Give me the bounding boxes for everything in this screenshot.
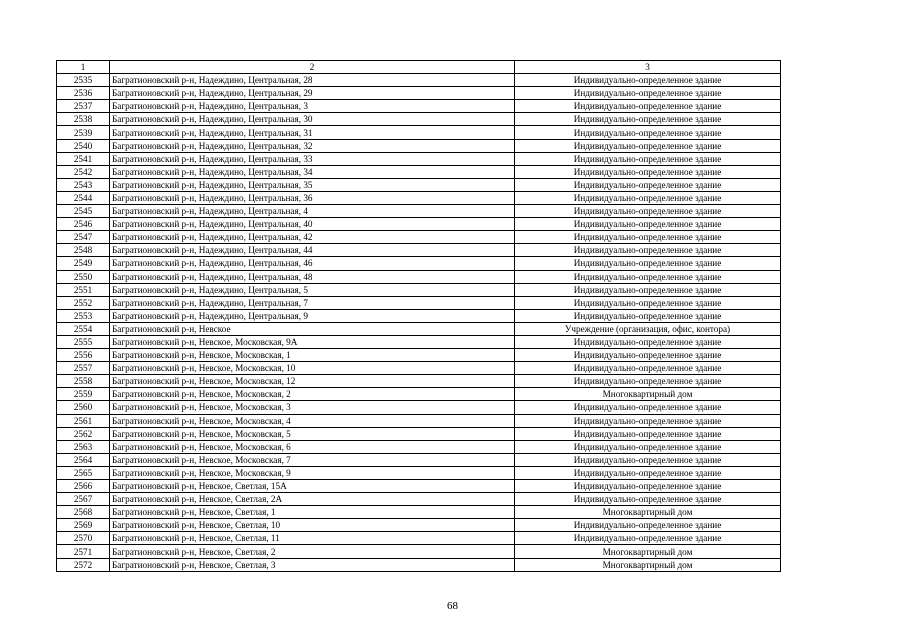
row-address-cell: Багратионовский р-н, Невское, Светлая, 1	[110, 506, 515, 519]
row-object-type-cell: Индивидуально-определенное здание	[515, 480, 781, 493]
row-number-cell: 2569	[57, 519, 110, 532]
table-row	[57, 440, 781, 453]
row-number-cell: 2545	[57, 205, 110, 218]
row-address-cell: Багратионовский р-н, Надеждино, Центральная, 28	[110, 74, 515, 87]
row-object-type-cell: Индивидуально-определенное здание	[515, 87, 781, 100]
row-address-cell: Багратионовский р-н, Надеждино, Центральная, 5	[110, 283, 515, 296]
row-number-cell: 2562	[57, 427, 110, 440]
row-object-type-cell: Индивидуально-определенное здание	[515, 401, 781, 414]
row-address-cell: Багратионовский р-н, Надеждино, Центральная, 31	[110, 126, 515, 139]
table-row	[57, 309, 781, 322]
row-object-type-cell: Индивидуально-определенное здание	[515, 113, 781, 126]
row-number-cell: 2539	[57, 126, 110, 139]
row-object-type-cell: Индивидуально-определенное здание	[515, 440, 781, 453]
row-address-cell: Багратионовский р-н, Надеждино, Центральная, 36	[110, 191, 515, 204]
row-number-cell: 2559	[57, 388, 110, 401]
page-number: 68	[447, 600, 458, 612]
row-address-cell: Багратионовский р-н, Невское, Светлая, 3	[110, 558, 515, 571]
row-object-type-cell: Индивидуально-определенное здание	[515, 126, 781, 139]
row-number-cell: 2542	[57, 165, 110, 178]
row-object-type-cell: Многоквартирный дом	[515, 506, 781, 519]
row-address-cell: Багратионовский р-н, Надеждино, Центральная, 40	[110, 218, 515, 231]
row-address-cell: Багратионовский р-н, Невское, Светлая, 10	[110, 519, 515, 532]
row-object-type-cell: Многоквартирный дом	[515, 388, 781, 401]
row-object-type-cell: Многоквартирный дом	[515, 545, 781, 558]
table-row	[57, 178, 781, 191]
row-address-cell: Багратионовский р-н, Надеждино, Центральная, 35	[110, 178, 515, 191]
table-row	[57, 231, 781, 244]
table-row	[57, 414, 781, 427]
row-number-cell: 2549	[57, 257, 110, 270]
row-address-cell: Багратионовский р-н, Невское, Московская, 4	[110, 414, 515, 427]
table-row	[57, 545, 781, 558]
row-number-cell: 2566	[57, 480, 110, 493]
row-address-cell: Багратионовский р-н, Невское, Московская, 5	[110, 427, 515, 440]
table-row	[57, 152, 781, 165]
row-number-cell: 2546	[57, 218, 110, 231]
table-row	[57, 191, 781, 204]
row-address-cell: Багратионовский р-н, Надеждино, Центральная, 44	[110, 244, 515, 257]
row-address-cell: Багратионовский р-н, Надеждино, Центральная, 48	[110, 270, 515, 283]
row-address-cell: Багратионовский р-н, Невское, Московская, 12	[110, 375, 515, 388]
table-row	[57, 126, 781, 139]
table-row	[57, 362, 781, 375]
row-number-cell: 2551	[57, 283, 110, 296]
table-row	[57, 257, 781, 270]
row-object-type-cell: Индивидуально-определенное здание	[515, 165, 781, 178]
row-address-cell: Багратионовский р-н, Надеждино, Центральная, 30	[110, 113, 515, 126]
row-object-type-cell: Индивидуально-определенное здание	[515, 178, 781, 191]
row-address-cell: Багратионовский р-н, Невское, Московская, 7	[110, 453, 515, 466]
row-number-cell: 2554	[57, 322, 110, 335]
row-object-type-cell: Индивидуально-определенное здание	[515, 309, 781, 322]
table-row	[57, 375, 781, 388]
row-address-cell: Багратионовский р-н, Невское, Светлая, 11	[110, 532, 515, 545]
row-object-type-cell: Индивидуально-определенное здание	[515, 257, 781, 270]
row-object-type-cell: Индивидуально-определенное здание	[515, 139, 781, 152]
row-number-cell: 2568	[57, 506, 110, 519]
table-row	[57, 349, 781, 362]
row-number-cell: 2535	[57, 74, 110, 87]
row-number-cell: 2555	[57, 335, 110, 348]
row-number-cell: 2556	[57, 349, 110, 362]
row-number-cell: 2565	[57, 466, 110, 479]
row-address-cell: Багратионовский р-н, Невское, Московская, 3	[110, 401, 515, 414]
row-object-type-cell: Индивидуально-определенное здание	[515, 74, 781, 87]
row-number-cell: 2540	[57, 139, 110, 152]
row-number-cell: 2544	[57, 191, 110, 204]
row-number-cell: 2543	[57, 178, 110, 191]
table-row	[57, 493, 781, 506]
row-address-cell: Багратионовский р-н, Невское, Московская, 2	[110, 388, 515, 401]
row-number-cell: 2537	[57, 100, 110, 113]
table-row	[57, 388, 781, 401]
row-object-type-cell: Индивидуально-определенное здание	[515, 231, 781, 244]
row-object-type-cell: Индивидуально-определенное здание	[515, 453, 781, 466]
table-row	[57, 453, 781, 466]
table-row	[57, 270, 781, 283]
table-header-row	[57, 61, 781, 74]
table-row	[57, 480, 781, 493]
row-number-cell: 2563	[57, 440, 110, 453]
table-row	[57, 113, 781, 126]
row-address-cell: Багратионовский р-н, Невское, Московская, 1	[110, 349, 515, 362]
row-object-type-cell: Индивидуально-определенное здание	[515, 191, 781, 204]
row-address-cell: Багратионовский р-н, Невское, Светлая, 15А	[110, 480, 515, 493]
row-object-type-cell: Учреждение (организация, офис, контора)	[515, 322, 781, 335]
table-row	[57, 322, 781, 335]
row-number-cell: 2550	[57, 270, 110, 283]
table-row	[57, 296, 781, 309]
row-object-type-cell: Индивидуально-определенное здание	[515, 244, 781, 257]
registry-table	[56, 60, 781, 572]
table-row	[57, 87, 781, 100]
row-object-type-cell: Индивидуально-определенное здание	[515, 532, 781, 545]
row-object-type-cell: Индивидуально-определенное здание	[515, 100, 781, 113]
row-address-cell: Багратионовский р-н, Невское, Московская, 6	[110, 440, 515, 453]
row-object-type-cell: Индивидуально-определенное здание	[515, 152, 781, 165]
row-number-cell: 2557	[57, 362, 110, 375]
row-number-cell: 2571	[57, 545, 110, 558]
row-number-cell: 2560	[57, 401, 110, 414]
row-address-cell: Багратионовский р-н, Надеждино, Центральная, 7	[110, 296, 515, 309]
row-number-cell: 2564	[57, 453, 110, 466]
row-object-type-cell: Индивидуально-определенное здание	[515, 270, 781, 283]
row-address-cell: Багратионовский р-н, Надеждино, Центральная, 33	[110, 152, 515, 165]
row-address-cell: Багратионовский р-н, Невское, Московская, 9	[110, 466, 515, 479]
row-object-type-cell: Индивидуально-определенное здание	[515, 349, 781, 362]
row-address-cell: Багратионовский р-н, Невское, Московская, 10	[110, 362, 515, 375]
table-row	[57, 283, 781, 296]
table-row	[57, 100, 781, 113]
table-row	[57, 506, 781, 519]
row-object-type-cell: Индивидуально-определенное здание	[515, 493, 781, 506]
row-address-cell: Багратионовский р-н, Надеждино, Центральная, 32	[110, 139, 515, 152]
row-object-type-cell: Индивидуально-определенное здание	[515, 296, 781, 309]
header-cell-number: 1	[57, 61, 110, 74]
table-row	[57, 139, 781, 152]
row-number-cell: 2553	[57, 309, 110, 322]
row-number-cell: 2567	[57, 493, 110, 506]
row-address-cell: Багратионовский р-н, Надеждино, Центральная, 29	[110, 87, 515, 100]
row-object-type-cell: Индивидуально-определенное здание	[515, 362, 781, 375]
row-number-cell: 2547	[57, 231, 110, 244]
row-object-type-cell: Индивидуально-определенное здание	[515, 414, 781, 427]
row-object-type-cell: Индивидуально-определенное здание	[515, 218, 781, 231]
row-number-cell: 2558	[57, 375, 110, 388]
row-address-cell: Багратионовский р-н, Невское	[110, 322, 515, 335]
table-body	[57, 74, 781, 572]
table-row	[57, 401, 781, 414]
table-row	[57, 519, 781, 532]
row-object-type-cell: Индивидуально-определенное здание	[515, 283, 781, 296]
row-number-cell: 2548	[57, 244, 110, 257]
header-cell-address: 2	[110, 61, 515, 74]
table-row	[57, 335, 781, 348]
row-number-cell: 2572	[57, 558, 110, 571]
row-object-type-cell: Индивидуально-определенное здание	[515, 519, 781, 532]
row-number-cell: 2541	[57, 152, 110, 165]
row-number-cell: 2552	[57, 296, 110, 309]
table-row	[57, 74, 781, 87]
table-row	[57, 466, 781, 479]
row-object-type-cell: Индивидуально-определенное здание	[515, 427, 781, 440]
row-address-cell: Багратионовский р-н, Невское, Светлая, 2	[110, 545, 515, 558]
row-number-cell: 2538	[57, 113, 110, 126]
table-row	[57, 532, 781, 545]
row-object-type-cell: Индивидуально-определенное здание	[515, 375, 781, 388]
row-address-cell: Багратионовский р-н, Надеждино, Центральная, 34	[110, 165, 515, 178]
row-address-cell: Багратионовский р-н, Невское, Московская, 9А	[110, 335, 515, 348]
row-address-cell: Багратионовский р-н, Надеждино, Центральная, 4	[110, 205, 515, 218]
row-number-cell: 2570	[57, 532, 110, 545]
table-row	[57, 558, 781, 571]
row-number-cell: 2561	[57, 414, 110, 427]
table-row	[57, 205, 781, 218]
row-object-type-cell: Многоквартирный дом	[515, 558, 781, 571]
table-row	[57, 244, 781, 257]
row-object-type-cell: Индивидуально-определенное здание	[515, 205, 781, 218]
table-row	[57, 165, 781, 178]
row-address-cell: Багратионовский р-н, Невское, Светлая, 2А	[110, 493, 515, 506]
row-number-cell: 2536	[57, 87, 110, 100]
header-cell-type: 3	[515, 61, 781, 74]
row-address-cell: Багратионовский р-н, Надеждино, Центральная, 3	[110, 100, 515, 113]
row-object-type-cell: Индивидуально-определенное здание	[515, 466, 781, 479]
table-row	[57, 427, 781, 440]
row-address-cell: Багратионовский р-н, Надеждино, Центральная, 9	[110, 309, 515, 322]
table-row	[57, 218, 781, 231]
row-object-type-cell: Индивидуально-определенное здание	[515, 335, 781, 348]
row-address-cell: Багратионовский р-н, Надеждино, Центральная, 46	[110, 257, 515, 270]
row-address-cell: Багратионовский р-н, Надеждино, Центральная, 42	[110, 231, 515, 244]
